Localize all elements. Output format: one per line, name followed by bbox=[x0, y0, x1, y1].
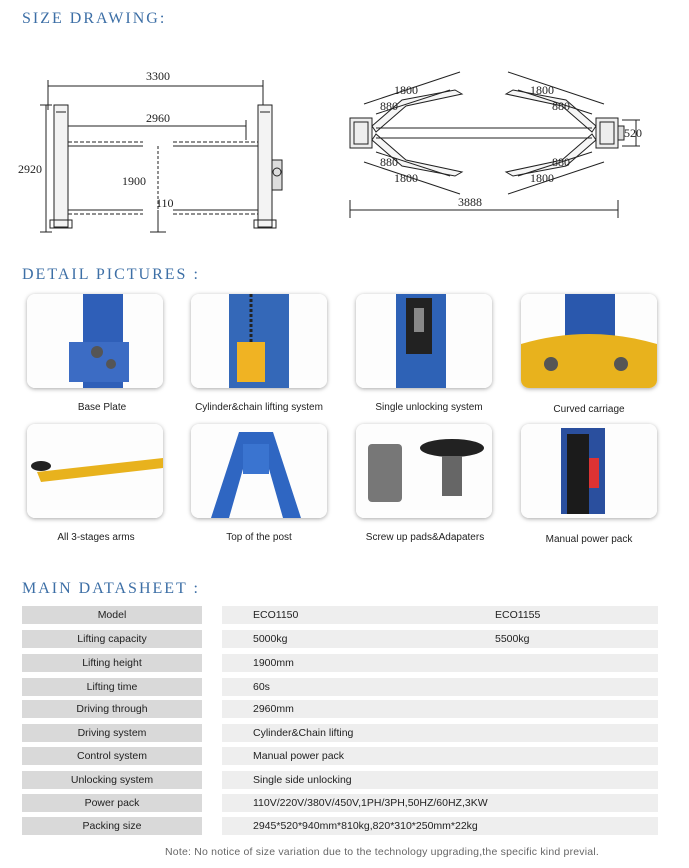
dim-1900: 1900 bbox=[122, 174, 146, 188]
row-label: Power pack bbox=[22, 794, 202, 812]
value-eco1150: Single side unlocking bbox=[253, 774, 352, 786]
dim-top-left-1800: 1800 bbox=[394, 83, 418, 97]
value-eco1150: 2945*520*940mm*810kg,820*310*250mm*22kg bbox=[253, 820, 478, 832]
base-plate-caption: Base Plate bbox=[77, 402, 127, 413]
pads-photo bbox=[356, 424, 492, 518]
row-label: Control system bbox=[22, 747, 202, 765]
row-value bbox=[222, 817, 658, 835]
table-row bbox=[22, 794, 658, 812]
row-value bbox=[222, 630, 658, 648]
row-label: Lifting height bbox=[22, 654, 202, 672]
table-row bbox=[22, 606, 658, 624]
value-eco1150: 60s bbox=[253, 681, 270, 693]
dim-bottom-left-880: 880 bbox=[380, 155, 398, 169]
dim-2960: 2960 bbox=[146, 111, 170, 125]
power-pack-photo bbox=[521, 424, 657, 518]
cylinder-chain-caption: Cylinder&chain lifting system bbox=[195, 402, 323, 413]
row-label: Lifting time bbox=[22, 678, 202, 696]
unlocking-system-photo bbox=[356, 294, 492, 388]
pads-caption: Screw up pads&Adapaters bbox=[365, 532, 485, 543]
dim-3888: 3888 bbox=[458, 195, 482, 209]
dim-3300: 3300 bbox=[146, 69, 170, 83]
row-value bbox=[222, 747, 658, 765]
value-eco1150: Cylinder&Chain lifting bbox=[253, 727, 354, 739]
value-eco1155: ECO1155 bbox=[495, 609, 541, 621]
post-top-caption: Top of the post bbox=[226, 532, 292, 543]
row-value bbox=[222, 678, 658, 696]
value-eco1150: ECO1150 bbox=[253, 609, 299, 621]
curved-carriage-photo bbox=[521, 294, 657, 388]
table-row bbox=[22, 817, 658, 835]
row-value bbox=[222, 771, 658, 789]
top-view-drawing bbox=[340, 60, 660, 230]
unlocking-caption: Single unlocking system bbox=[375, 402, 483, 413]
footer-note: Note: No notice of size variation due to the technology upgrading,the specific kind previal. bbox=[165, 846, 599, 858]
table-row bbox=[22, 678, 658, 696]
table-row bbox=[22, 747, 658, 765]
dim-top-right-1800: 1800 bbox=[530, 83, 554, 97]
table-row bbox=[22, 724, 658, 742]
table-row bbox=[22, 630, 658, 648]
front-view-drawing bbox=[18, 60, 298, 240]
detail-pictures-heading: DETAIL PICTURES : bbox=[22, 266, 200, 283]
value-eco1150: 110V/220V/380V/450V,1PH/3PH,50HZ/60HZ,3KW bbox=[253, 797, 488, 809]
size-drawing-heading: SIZE DRAWING: bbox=[22, 10, 167, 27]
main-datasheet-heading: MAIN DATASHEET : bbox=[22, 580, 200, 597]
row-value bbox=[222, 794, 658, 812]
row-label: Packing size bbox=[22, 817, 202, 835]
row-label: Driving through bbox=[22, 700, 202, 718]
table-row bbox=[22, 700, 658, 718]
value-eco1155: 5500kg bbox=[495, 633, 530, 645]
post-top-photo bbox=[191, 424, 327, 518]
row-label: Model bbox=[22, 606, 202, 624]
row-value bbox=[222, 654, 658, 672]
dim-bottom-left-1800: 1800 bbox=[394, 171, 418, 185]
dim-top-right-880: 880 bbox=[552, 99, 570, 113]
value-eco1150: 5000kg bbox=[253, 633, 288, 645]
dim-110: 110 bbox=[156, 196, 174, 210]
row-value bbox=[222, 606, 658, 624]
table-row bbox=[22, 654, 658, 672]
dim-520: 520 bbox=[624, 126, 642, 140]
row-value bbox=[222, 724, 658, 742]
dim-bottom-right-1800: 1800 bbox=[530, 171, 554, 185]
dim-top-left-880: 880 bbox=[380, 99, 398, 113]
carriage-caption: Curved carriage bbox=[553, 404, 625, 415]
value-eco1150: 2960mm bbox=[253, 703, 294, 715]
row-label: Driving system bbox=[22, 724, 202, 742]
arms-photo bbox=[27, 424, 163, 518]
power-pack-caption: Manual power pack bbox=[545, 534, 633, 545]
table-row bbox=[22, 771, 658, 789]
arms-caption: All 3-stages arms bbox=[57, 532, 135, 543]
dim-2920: 2920 bbox=[18, 162, 42, 176]
dim-bottom-right-880: 880 bbox=[552, 155, 570, 169]
row-value bbox=[222, 700, 658, 718]
cylinder-chain-photo bbox=[191, 294, 327, 388]
row-label: Unlocking system bbox=[22, 771, 202, 789]
base-plate-photo bbox=[27, 294, 163, 388]
value-eco1150: 1900mm bbox=[253, 657, 294, 669]
value-eco1150: Manual power pack bbox=[253, 750, 345, 762]
row-label: Lifting capacity bbox=[22, 630, 202, 648]
